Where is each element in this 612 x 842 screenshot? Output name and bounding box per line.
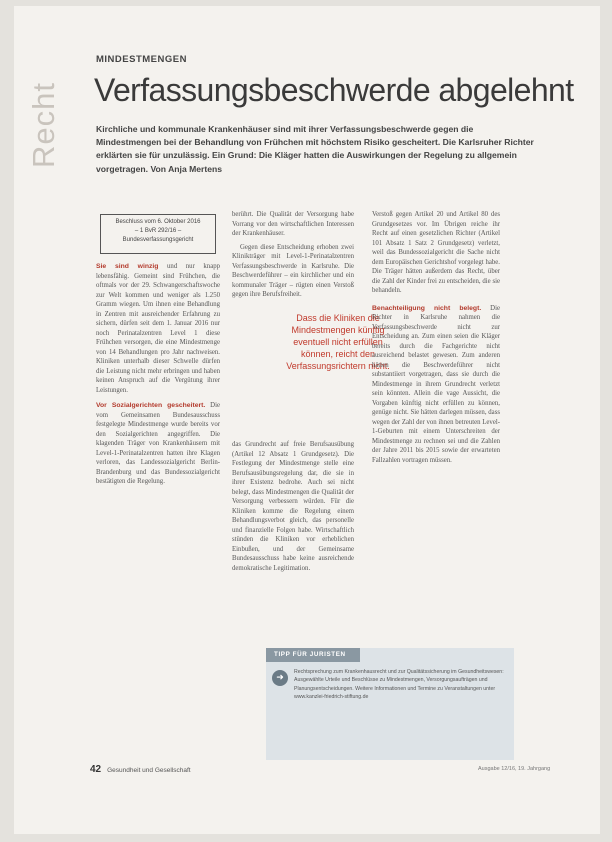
col3-paragraph-1: Verstoß gegen Artikel 20 und Artikel 80 des Grundgesetzes vor. Im Übrigen reiche ihr Recht auf einen gesetzlichen Richter (Artikel 101 Absatz 1 Satz 2 Grundgesetz) verletzt, weil das Bundessozialgericht die Sache nicht dem Europäischen Gerichtshof vorgelegt habe. Die Träger hätten außerdem das Recht, über die Zahl der Kinder frei zu entscheiden, die sie behandeln. [372, 211, 500, 294]
magazine-name: Gesundheit und Gesellschaft [107, 767, 191, 774]
pull-quote: Dass die Kliniken die Mindestmengen künftig eventuell nicht erfüllen können, reicht den Verfassungsrichtern nicht. [286, 313, 390, 371]
column-2-top [232, 210, 354, 304]
column-3 [372, 210, 500, 469]
section-label [26, 58, 66, 168]
col2-paragraph-3: das Grundrecht auf freie Berufsausübung (Artikel 12 Absatz 1 Grundgesetz). Die Festlegung der Mindestmenge stelle eine Berufsausübungsregelung dar, die sie in ihrer Existenz bedrohe. Auch sei nicht belegt, dass Mindestmengen die Qualität der Versorgung verbessern würden. Für die Kliniken komme die Regelung einem Behandlungsverbot gleich, das personelle und finanzielle Folgen habe. Wirtschaftlich stünden die Kliniken vor erheblichen Einbußen, und der Gemeinsame Bundesausschuss habe keine ausreichende demokratische Legitimation. [232, 441, 354, 572]
col1-paragraph-1: Sie sind winzig und nur knapp lebensfähig. Gemeint sind Frühchen, die oftmals vor der 29. Schwangerschaftswoche zur Welt kommen und weniger als 1.250 Gramm wiegen. Um ihnen eine Behandlung in Zentren mit ausreichender Erfahrung zu sichern, dürfen seit dem 1. Januar 2016 nur noch Perinatalzentren Level 1 diese Frühchen versorgen, die eine Mindestmenge von 14 Behandlungen pro Jahr nachweisen. Kliniken unterhalb dieser Schwelle dürfen die Leistung nicht mehr erbringen und haben keinen Anspruch auf die Vergütung ihrer Leistungen. [96, 263, 221, 394]
issue-info: Ausgabe 12/16, 19. Jahrgang [478, 766, 551, 772]
ruling-number: – 1 BvR 292/16 – [134, 228, 182, 234]
col3-leadin: Benachteiligung nicht belegt. [372, 304, 482, 312]
kicker: MINDESTMENGEN [96, 54, 187, 65]
section-label-text: Recht [26, 82, 61, 168]
footer-left [90, 764, 191, 775]
col3-paragraph-2: Benachteiligung nicht belegt. Die Richter in Karlsruhe nahmen die Verfassungsbeschwerde nicht zur Entscheidung an. Zum einen seien die Kläger bereits durch die Fachgerichte nicht ausreichend belastet gewesen. Zum anderen hätten die Beschwerdeführer nicht substantiiert vorgetragen, dass sie durch die Mindestmenge in ihrem Grundrecht verletzt sein könnten. Allein die vage Aussicht, die Vorgaben künftig nicht erfüllen zu können, genüge nicht. Sie hätten darlegen müssen, dass wegen der Zahl der von ihnen betreuten Level-1-Geburten mit einem Unterschreiten der Mindestmenge zu rechnen sei und die Zahlen der Jahre 2011 bis 2015 sowie der erwarteten Fallzahlen vortragen müssen. [372, 304, 500, 464]
tip-box-heading: TIPP FÜR JURISTEN [266, 648, 360, 662]
court-name: Bundesverfassungsgericht [122, 237, 194, 243]
col1-leadin-1: Sie sind winzig [96, 263, 159, 270]
lead-paragraph: Kirchliche und kommunale Krankenhäuser sind mit ihrer Verfassungsbeschwerde gegen die Mindestmengen bei der Behandlung von Frühchen mit höchstem Risiko gescheitert. Die Karlsruher Richter erklärten sie für unzulässig. Ein Grund: Die Kläger hatten die Auswirkungen der Regelung zu allgemein vorgetragen. Von Anja Mertens [96, 124, 534, 174]
col1-leadin-2: Vor Sozialgerichten gescheitert. [96, 402, 206, 409]
tip-box-text: Rechtsprechung zum Krankenhausrecht und zur Qualitätssicherung im Gesundheitswesen: Ausgewählte Urteile und Beschlüsse zu Mindestmengen, Versorgungsaufträgen und Planungsentscheidungen. Weitere Informationen und Termine zu Veranstaltungen unter www.kanzlei-friedrich-stiftung.de [294, 669, 504, 700]
column-2-bottom [232, 440, 354, 577]
col1-paragraph-2: Vor Sozialgerichten gescheitert. Die vom Gemeinsamen Bundesausschuss festgelegte Mindestmenge wurde bereits vor den Sozialgerichten angegriffen. Die klagenden Träger von Krankenhäusern mit Level-1-Perinatalzentren hatten ihre Klagen verloren, das Landessozialgericht Berlin-Brandenburg und das Bundessozialgericht bestätigten die Regelung. [96, 402, 220, 485]
article-title: Verfassungsbeschwerde abgelehnt [94, 72, 574, 108]
col2-paragraph-2: Gegen diese Entscheidung erhoben zwei Klinikträger mit Level-1-Perinatalzentren Verfassungsbeschwerde in Karlsruhe. Die Beschwerdeführer – ein kirchlicher und ein kommunaler Träger – rügten einen Verstoß gegen ihre Berufsfreiheit. [232, 243, 354, 298]
col2-paragraph-1: berührt. Die Qualität der Versorgung habe Vorrang vor den wirtschaftlichen Interessen der Krankenhäuser. [232, 211, 354, 237]
column-1 [96, 262, 220, 491]
tip-box [266, 648, 514, 760]
ruling-info-box [100, 214, 216, 254]
arrow-right-icon: ➜ [272, 670, 288, 686]
ruling-date: Beschluss vom 6. Oktober 2016 [115, 219, 201, 225]
page-number: 42 [90, 764, 102, 775]
